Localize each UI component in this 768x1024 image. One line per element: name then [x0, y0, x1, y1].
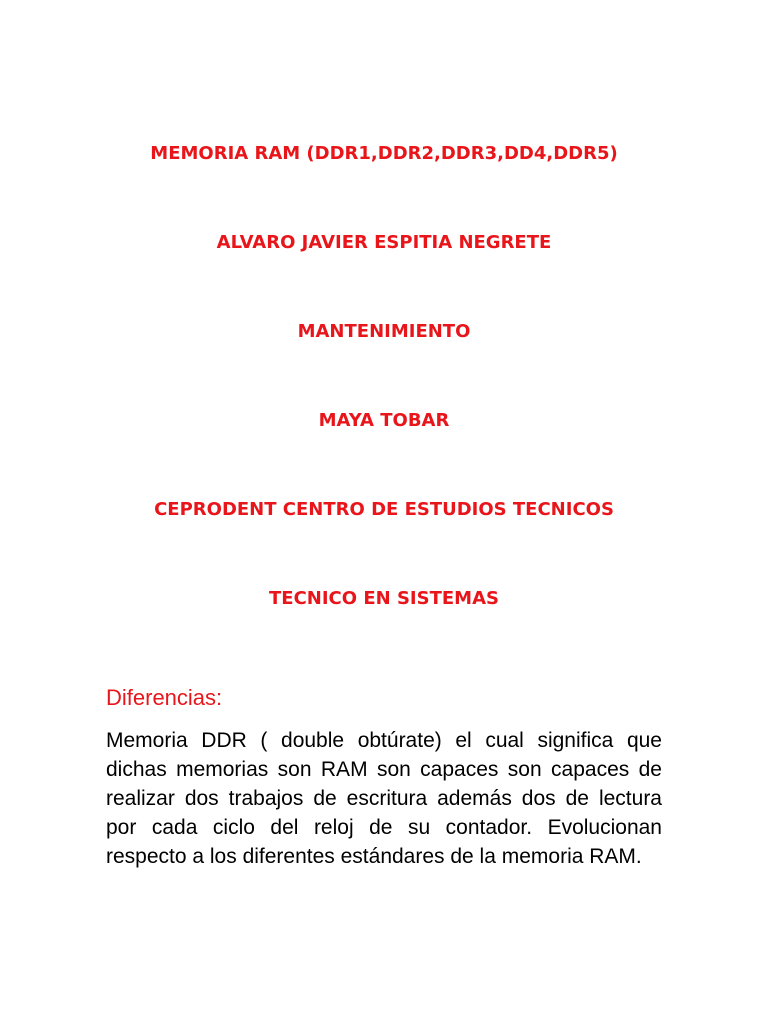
subject-name: MANTENIMIENTO — [297, 321, 471, 342]
program-name: TECNICO EN SISTEMAS — [269, 588, 499, 609]
document-title: MEMORIA RAM (DDR1,DDR2,DDR3,DD4,DDR5) — [150, 143, 618, 164]
author-name: ALVARO JAVIER ESPITIA NEGRETE — [216, 232, 552, 253]
institution-name: CEPRODENT CENTRO DE ESTUDIOS TECNICOS — [154, 499, 614, 520]
body-paragraph: Memoria DDR ( double obtúrate) el cual significa que dichas memorias son RAM son capaces son capaces de realizar dos trabajos de escritura además dos de lectura por cada ciclo del reloj de su contador. Evolucionan respecto a los diferentes estándares de la memoria RAM. — [106, 729, 662, 868]
section-heading: Diferencias: — [106, 685, 223, 710]
teacher-name: MAYA TOBAR — [318, 410, 450, 431]
